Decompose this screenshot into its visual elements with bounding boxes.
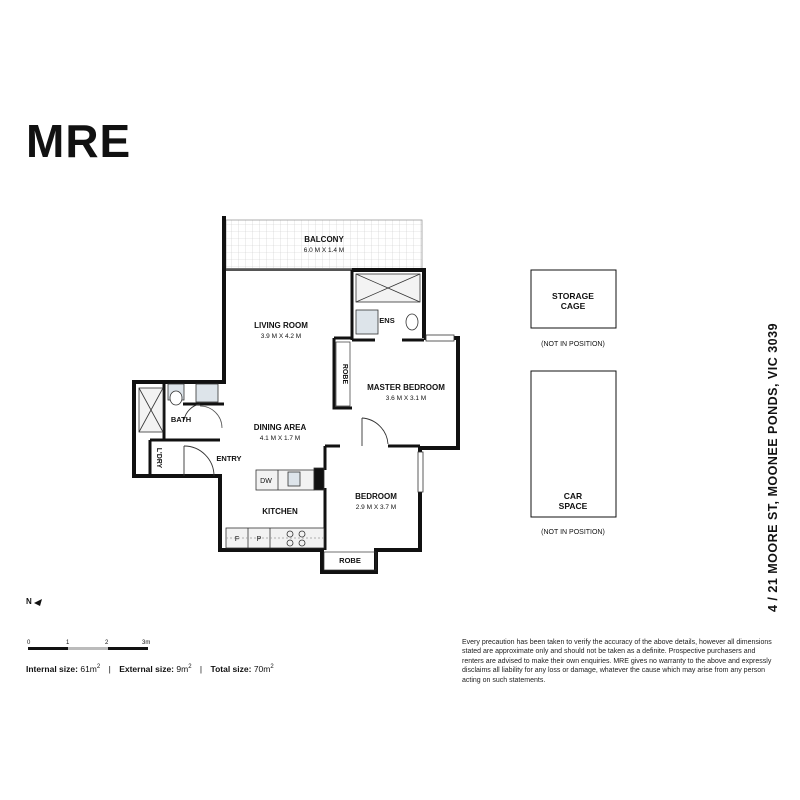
size-separator: | xyxy=(199,664,203,674)
internal-size-label: Internal size: xyxy=(26,664,78,674)
north-arrow-icon xyxy=(34,599,42,606)
internal-size-unit: 2 xyxy=(96,664,101,671)
label-living: LIVING ROOM xyxy=(254,321,308,330)
external-size-label: External size: xyxy=(119,664,175,674)
note-storage: (NOT IN POSITION) xyxy=(541,341,605,348)
size-separator: | xyxy=(108,664,111,674)
label-dining: DINING AREA xyxy=(253,423,307,432)
bedroom-window xyxy=(418,452,423,492)
label-kitchen: KITCHEN xyxy=(262,507,298,516)
label-storage-2: CAGE xyxy=(560,301,586,311)
label-ldry: L'DRY xyxy=(155,447,162,469)
label-master: MASTER BEDROOM xyxy=(367,383,445,392)
total-size-label: Total size: xyxy=(210,664,252,674)
internal-size-value: 61m xyxy=(80,664,97,674)
scale-tick-2: 2 xyxy=(105,640,109,646)
master-window xyxy=(426,335,454,341)
scale-tick-0: 0 xyxy=(27,640,31,646)
note-car: (NOT IN POSITION) xyxy=(541,529,605,536)
label-dw: DW xyxy=(260,478,272,485)
external-size-value: 9m xyxy=(176,664,189,674)
label-car-1: CAR xyxy=(563,491,583,501)
total-size-unit: 2 xyxy=(270,664,274,671)
size-summary xyxy=(26,664,274,674)
dims-dining: 4.1 M X 1.7 M xyxy=(259,435,301,442)
label-entry: ENTRY xyxy=(216,454,242,463)
label-bedroom: BEDROOM xyxy=(355,492,397,501)
dims-living: 3.9 M X 4.2 M xyxy=(260,333,302,340)
label-fridge: F xyxy=(234,536,240,543)
label-balcony: BALCONY xyxy=(304,235,344,244)
disclaimer-text: Every precaution has been taken to verify the accuracy of the above details, however all dimensions stated are approximate only and should not be taken as a definite. Prospective purchasers and renters are advised to make their own enquiries. MRE gives no warranty to the above and expressly disclaims all liability for any loss or damage, whatever the cause which may arise from any person acting on such statements. xyxy=(462,639,772,684)
north-label: N xyxy=(26,597,32,606)
dims-master: 3.6 M X 3.1 M xyxy=(385,395,427,402)
north-arrow xyxy=(26,597,42,606)
ensuite-fixtures xyxy=(356,274,420,334)
label-pantry: P xyxy=(256,536,262,543)
balcony-area xyxy=(222,216,422,272)
scale-bar xyxy=(27,640,150,650)
external-size-unit: 2 xyxy=(188,664,192,671)
extra-spaces xyxy=(531,270,616,536)
label-car-2: SPACE xyxy=(558,501,588,511)
brand-logo: MRE xyxy=(26,115,132,167)
property-address: 4 / 21 MOORE ST, MOONEE PONDS, VIC 3039 xyxy=(766,322,780,612)
label-bath: BATH xyxy=(170,415,192,424)
label-ens: ENS xyxy=(379,316,395,325)
total-size-value: 70m xyxy=(253,664,271,674)
scale-tick-1: 1 xyxy=(66,640,70,646)
label-storage-1: STORAGE xyxy=(552,291,594,301)
bath-fixtures xyxy=(139,384,222,432)
scale-tick-3: 3m xyxy=(142,640,151,646)
dims-balcony: 6.0 M X 1.4 M xyxy=(303,247,345,254)
label-robe-bedroom: ROBE xyxy=(339,556,361,565)
label-robe-master: ROBE xyxy=(341,363,348,385)
dims-bedroom: 2.9 M X 3.7 M xyxy=(355,504,397,511)
